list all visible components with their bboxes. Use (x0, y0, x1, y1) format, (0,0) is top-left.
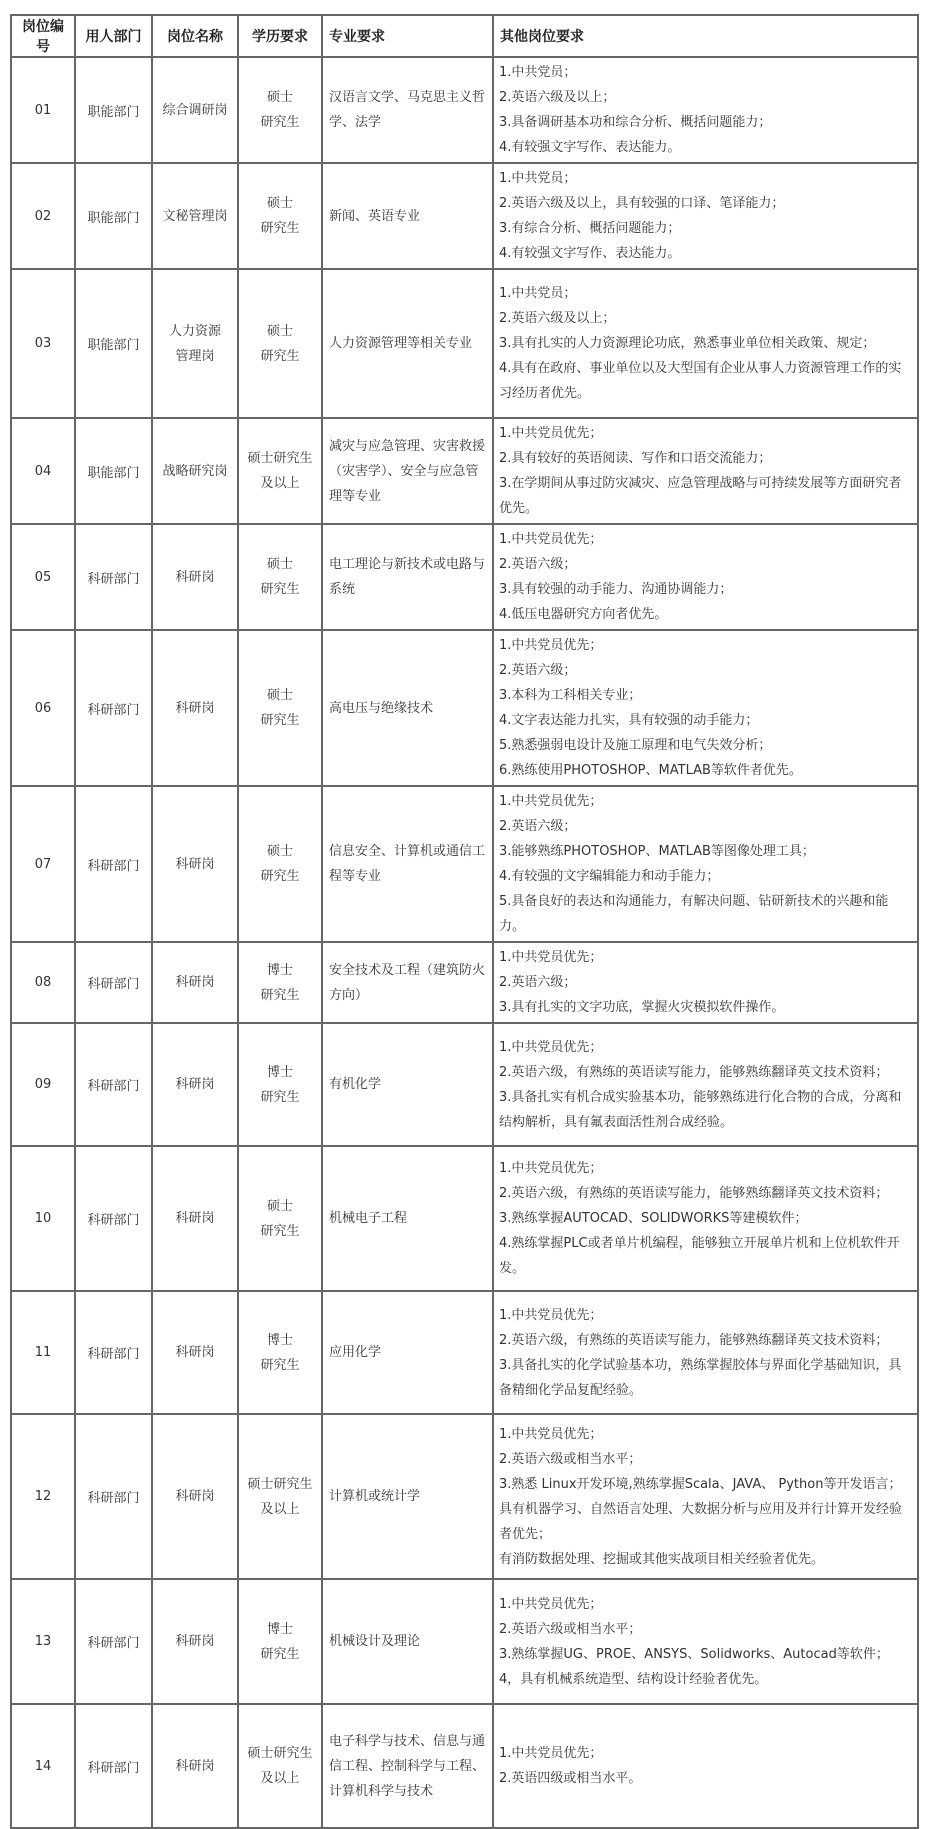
requirement-item: 2.英语六级； (499, 975, 577, 990)
requirement-item: 1.中共党员优先； (499, 1307, 603, 1323)
cell-post-name (152, 1023, 238, 1146)
post-name-line: 科研岗 (175, 700, 215, 716)
requirement-item: 2.英语六级及以上，具有较强的口译、笔译能力； (499, 196, 785, 211)
requirement-item: 4.熟练掌握PLC或者单片机编程，能够独立开展单片机和上位机软件开发。 (499, 1236, 900, 1276)
requirement-item: 1.中共党员优先； (499, 532, 603, 547)
cell-other-requirements (493, 786, 918, 942)
requirement-item: 3.能够熟练PHOTOSHOP、MATLAB等图像处理工具； (499, 844, 815, 859)
table-row (11, 630, 918, 786)
education-line: 研究生 (260, 1223, 300, 1239)
education-line: 博士 (266, 1332, 293, 1348)
cell-other-requirements (493, 57, 918, 163)
cell-post-name (152, 942, 238, 1023)
requirement-item: 2.英语四级或相当水平。 (499, 1771, 642, 1786)
cell-major: 新闻、英语专业 (322, 163, 493, 269)
cell-department: 科研部门 (75, 1023, 152, 1146)
cell-other-requirements (493, 1146, 918, 1291)
education-line: 博士 (266, 1621, 293, 1637)
table-row (11, 1579, 918, 1704)
table-row (11, 1704, 918, 1828)
education-line: 硕士 (266, 1198, 293, 1214)
cell-post-id: 05 (11, 524, 75, 630)
cell-post-name (152, 1579, 238, 1704)
education-line: 研究生 (260, 115, 300, 130)
requirement-item: 3.熟悉 Linux开发环境,熟练掌握Scala、JAVA、 Python等开发语言； (499, 1476, 902, 1492)
cell-post-id: 04 (11, 418, 75, 524)
education-line: 研究生 (260, 582, 300, 597)
requirement-item: 3.本科为工科相关专业； (499, 688, 642, 703)
post-name-line: 科研岗 (175, 1345, 215, 1360)
education-line: 研究生 (260, 1646, 300, 1662)
cell-education (238, 942, 322, 1023)
post-name-line: 科研岗 (175, 1489, 215, 1504)
cell-other-requirements (493, 418, 918, 524)
education-line: 博士 (266, 962, 293, 978)
requirement-item: 4.文字表达能力扎实，具有较强的动手能力； (499, 713, 759, 728)
cell-education (238, 524, 322, 630)
table-row (11, 1146, 918, 1291)
cell-post-id: 03 (11, 269, 75, 418)
cell-other-requirements (493, 942, 918, 1023)
table-row (11, 1023, 918, 1146)
cell-major: 应用化学 (322, 1291, 493, 1414)
cell-department: 职能部门 (75, 163, 152, 269)
requirement-item: 4.低压电器研究方向者优先。 (499, 607, 668, 622)
cell-other-requirements (493, 269, 918, 418)
cell-education (238, 630, 322, 786)
header-education: 学历要求 (238, 15, 322, 57)
cell-post-id: 06 (11, 630, 75, 786)
requirement-item: 2.英语六级及以上； (499, 90, 616, 105)
cell-post-name (152, 57, 238, 163)
cell-education (238, 1414, 322, 1579)
requirement-item: 2.英语六级或相当水平； (499, 1451, 642, 1467)
cell-post-name (152, 1146, 238, 1291)
education-line: 博士 (266, 1064, 293, 1080)
cell-other-requirements (493, 1579, 918, 1704)
education-line: 研究生 (260, 869, 300, 884)
requirement-item: 3.有综合分析、概括问题能力； (499, 221, 681, 236)
cell-department: 科研部门 (75, 1704, 152, 1828)
requirement-item: 5.具备良好的表达和沟通能力，有解决问题、钻研新技术的兴趣和能力。 (499, 894, 889, 934)
education-line: 硕士 (266, 844, 293, 859)
cell-post-name (152, 630, 238, 786)
requirement-item: 3.具备扎实的化学试验基本功，熟练掌握胶体与界面化学基础知识，具备精细化学品复配经验。 (499, 1357, 902, 1398)
table-body (11, 57, 918, 1828)
cell-department: 科研部门 (75, 1291, 152, 1414)
requirement-item: 4.具有在政府、事业单位以及大型国有企业从事人力资源管理工作的实习经历者优先。 (499, 361, 902, 401)
education-line: 及以上 (260, 1501, 300, 1517)
cell-post-id: 09 (11, 1023, 75, 1146)
requirement-item: 1.中共党员； (499, 65, 577, 80)
cell-post-id: 07 (11, 786, 75, 942)
cell-major: 高电压与绝缘技术 (322, 630, 493, 786)
cell-department: 职能部门 (75, 418, 152, 524)
cell-education (238, 1704, 322, 1828)
requirement-item: 4.有较强的文字编辑能力和动手能力； (499, 869, 720, 884)
requirement-item: 3.具备调研基本功和综合分析、概括问题能力； (499, 115, 772, 130)
cell-major: 减灾与应急管理、灾害救援（灾害学）、安全与应急管理等专业 (322, 418, 493, 524)
requirement-item: 4.有较强文字写作、表达能力。 (499, 140, 681, 155)
cell-education (238, 1023, 322, 1146)
post-name-line: 科研岗 (175, 856, 215, 872)
requirement-item: 1.中共党员优先； (499, 1039, 603, 1055)
cell-post-id: 01 (11, 57, 75, 163)
cell-major: 机械电子工程 (322, 1146, 493, 1291)
cell-post-name (152, 1291, 238, 1414)
cell-other-requirements (493, 163, 918, 269)
post-name-line: 科研岗 (175, 975, 215, 990)
cell-major: 电工理论与新技术或电路与系统 (322, 524, 493, 630)
cell-major: 电子科学与技术、信息与通信工程、控制科学与工程、计算机科学与技术 (322, 1704, 493, 1828)
requirement-item: 1.中共党员优先； (499, 426, 603, 441)
requirement-item: 1.中共党员优先； (499, 794, 603, 809)
education-line: 硕士 (266, 90, 293, 105)
cell-department: 科研部门 (75, 630, 152, 786)
requirement-item: 6.熟练使用PHOTOSHOP、MATLAB等软件者优先。 (499, 763, 802, 778)
header-post-id: 岗位编号 (11, 15, 75, 57)
table-row (11, 1414, 918, 1579)
post-name-line: 战略研究岗 (162, 463, 228, 479)
requirement-item: 3.具有较强的动手能力、沟通协调能力； (499, 582, 733, 597)
requirement-item: 3.熟练掌握UG、PROE、ANSYS、Solidworks、Autocad等软件； (499, 1646, 889, 1662)
cell-major: 汉语言文学、马克思主义哲学、法学 (322, 57, 493, 163)
recruitment-table-wrap (10, 14, 919, 1829)
table-row (11, 163, 918, 269)
cell-education (238, 786, 322, 942)
requirement-item: 2.具有较好的英语阅读、写作和口语交流能力； (499, 451, 772, 466)
cell-post-name (152, 269, 238, 418)
cell-other-requirements (493, 1023, 918, 1146)
cell-post-name (152, 1414, 238, 1579)
education-line: 硕士研究生 (247, 1746, 313, 1761)
cell-department: 职能部门 (75, 269, 152, 418)
post-name-line: 科研岗 (175, 569, 215, 585)
cell-education (238, 418, 322, 524)
requirement-item: 3.在学期间从事过防灾减灾、应急管理战略与可持续发展等方面研究者优先。 (499, 476, 902, 516)
cell-post-name (152, 524, 238, 630)
requirement-item: 1.中共党员； (499, 286, 577, 301)
header-department: 用人部门 (75, 15, 152, 57)
cell-major: 人力资源管理等相关专业 (322, 269, 493, 418)
requirement-item: 5.熟悉强弱电设计及施工原理和电气失效分析； (499, 738, 772, 753)
requirement-item: 2.英语六级或相当水平； (499, 1621, 642, 1637)
cell-education (238, 1146, 322, 1291)
cell-post-id: 10 (11, 1146, 75, 1291)
education-line: 硕士 (266, 196, 293, 211)
education-line: 研究生 (260, 1357, 300, 1373)
table-row (11, 1291, 918, 1414)
cell-department: 科研部门 (75, 786, 152, 942)
cell-major: 机械设计及理论 (322, 1579, 493, 1704)
requirement-item: 2.英语六级； (499, 557, 577, 572)
requirement-item: 3.具有扎实的人力资源理论功底，熟悉事业单位相关政策、规定； (499, 336, 876, 351)
cell-post-id: 11 (11, 1291, 75, 1414)
cell-education (238, 1579, 322, 1704)
cell-education (238, 57, 322, 163)
post-name-line: 科研岗 (175, 1211, 215, 1226)
post-name-line: 科研岗 (175, 1758, 215, 1774)
cell-other-requirements (493, 1291, 918, 1414)
cell-post-name (152, 163, 238, 269)
post-name-line: 科研岗 (175, 1077, 215, 1092)
cell-post-name (152, 786, 238, 942)
requirement-item: 1.中共党员； (499, 171, 577, 186)
cell-other-requirements (493, 524, 918, 630)
cell-other-requirements (493, 630, 918, 786)
table-row (11, 269, 918, 418)
education-line: 硕士 (266, 688, 293, 703)
post-name-line: 人力资源 (168, 323, 221, 339)
requirement-item: 2.英语六级，有熟练的英语读写能力，能够熟练翻译英文技术资料； (499, 1332, 889, 1348)
requirement-item: 4.有较强文字写作、表达能力。 (499, 246, 681, 261)
cell-department: 职能部门 (75, 57, 152, 163)
education-line: 研究生 (260, 221, 300, 236)
recruitment-table (10, 14, 919, 1829)
education-line: 研究生 (260, 987, 300, 1003)
education-line: 研究生 (260, 1089, 300, 1105)
requirement-item: 2.英语六级； (499, 663, 577, 678)
table-row (11, 57, 918, 163)
education-line: 硕士研究生 (247, 1476, 313, 1492)
cell-post-id: 08 (11, 942, 75, 1023)
cell-department: 科研部门 (75, 1414, 152, 1579)
education-line: 硕士研究生 (247, 451, 313, 466)
requirement-item: 2.英语六级，有熟练的英语读写能力，能够熟练翻译英文技术资料； (499, 1186, 889, 1201)
post-name-line: 文秘管理岗 (162, 208, 228, 224)
cell-department: 科研部门 (75, 1579, 152, 1704)
cell-department: 科研部门 (75, 942, 152, 1023)
cell-education (238, 163, 322, 269)
cell-post-id: 13 (11, 1579, 75, 1704)
requirement-item: 1.中共党员优先； (499, 638, 603, 653)
header-major: 专业要求 (322, 15, 493, 57)
cell-department: 科研部门 (75, 524, 152, 630)
cell-major: 安全技术及工程（建筑防火方向） (322, 942, 493, 1023)
requirement-item: 1.中共党员优先； (499, 1426, 603, 1442)
requirement-item: 2.英语六级及以上； (499, 311, 616, 326)
cell-post-id: 12 (11, 1414, 75, 1579)
post-name-line: 科研岗 (175, 1634, 215, 1649)
post-name-line: 管理岗 (175, 348, 215, 364)
header-post-name: 岗位名称 (152, 15, 238, 57)
requirement-item: 3.熟练掌握AUTOCAD、SOLIDWORKS等建模软件； (499, 1211, 808, 1226)
cell-other-requirements (493, 1704, 918, 1828)
education-line: 研究生 (260, 348, 300, 364)
cell-post-id: 02 (11, 163, 75, 269)
requirement-item: 1.中共党员优先； (499, 1161, 603, 1176)
header-other-requirements: 其他岗位要求 (493, 15, 918, 57)
requirement-item: 1.中共党员优先； (499, 1596, 603, 1612)
cell-education (238, 1291, 322, 1414)
requirement-item: 3.具有扎实的文字功底，掌握火灾模拟软件操作。 (499, 1000, 785, 1015)
cell-post-id: 14 (11, 1704, 75, 1828)
requirement-item: 2.英语六级，有熟练的英语读写能力，能够熟练翻译英文技术资料； (499, 1064, 889, 1080)
requirement-item: 1.中共党员优先； (499, 950, 603, 965)
table-row (11, 786, 918, 942)
education-line: 及以上 (260, 1771, 300, 1786)
education-line: 硕士 (266, 557, 293, 572)
cell-post-name (152, 1704, 238, 1828)
cell-major: 计算机或统计学 (322, 1414, 493, 1579)
table-row (11, 942, 918, 1023)
requirement-item: 具有机器学习、自然语言处理、大数据分析与应用及并行计算开发经验者优先； (499, 1501, 903, 1542)
cell-department: 科研部门 (75, 1146, 152, 1291)
education-line: 及以上 (260, 476, 300, 491)
table-row (11, 524, 918, 630)
cell-other-requirements (493, 1414, 918, 1579)
requirement-item: 2.英语六级； (499, 819, 577, 834)
requirement-item: 4，具有机械系统造型、结构设计经验者优先。 (499, 1671, 768, 1687)
requirement-item: 3.具备扎实有机合成实验基本功，能够熟练进行化合物的合成，分离和结构解析，具有氟表面活性剂合成经验。 (499, 1089, 902, 1130)
table-row (11, 418, 918, 524)
table-header-row (11, 15, 918, 57)
requirement-item: 1.中共党员优先； (499, 1746, 603, 1761)
education-line: 研究生 (260, 713, 300, 728)
post-name-line: 综合调研岗 (162, 102, 228, 118)
requirement-item: 有消防数据处理、挖掘或其他实战项目相关经验者优先。 (499, 1551, 825, 1567)
cell-post-name (152, 418, 238, 524)
cell-major: 信息安全、计算机或通信工程等专业 (322, 786, 493, 942)
education-line: 硕士 (266, 323, 293, 339)
cell-education (238, 269, 322, 418)
cell-major: 有机化学 (322, 1023, 493, 1146)
